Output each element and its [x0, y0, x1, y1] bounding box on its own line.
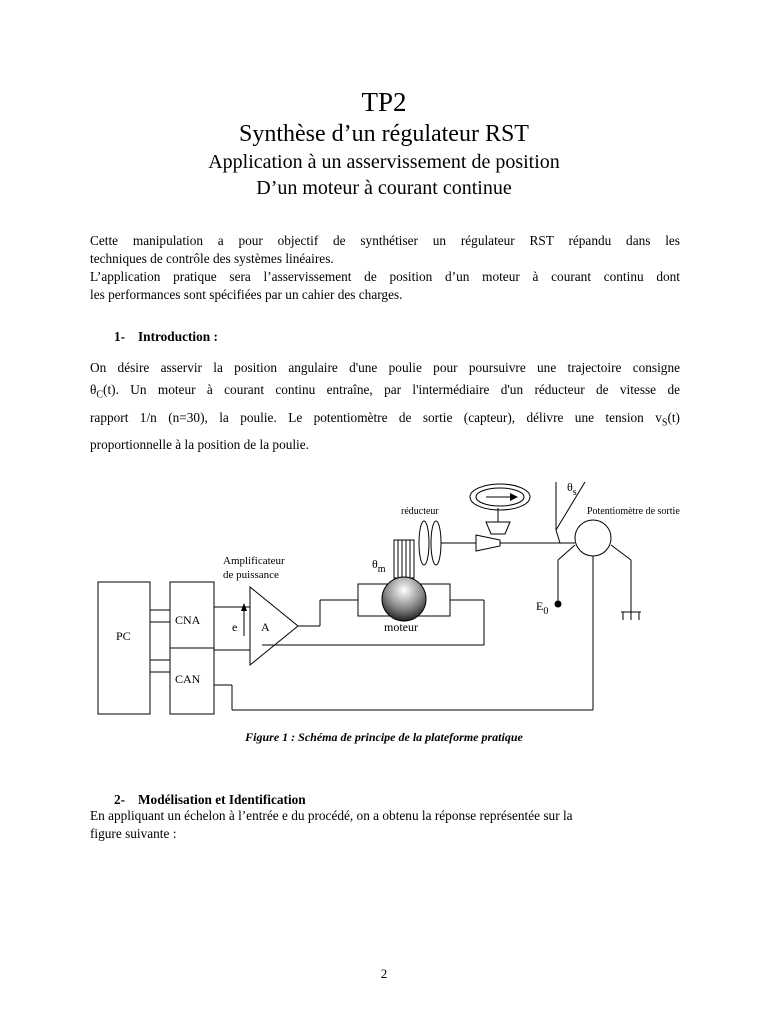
- theta-s-label: $\theta_s$: [567, 480, 577, 498]
- subtitle: Synthèse d’un régulateur RST: [239, 121, 529, 147]
- intro-line-1: Cette manipulation a pour objectif de synthétiser un régulateur RST répandu dans les: [90, 233, 680, 248]
- section-2-number: 2-: [114, 792, 126, 807]
- s1-line-3-end: (t): [667, 409, 680, 425]
- s1-line-4: proportionnelle à la position de la poulie.: [90, 437, 309, 453]
- pc-label: PC: [116, 629, 131, 643]
- page-title: TP2: [361, 87, 407, 117]
- e0-label: $E_0$: [536, 599, 549, 617]
- section-2-heading: [114, 792, 306, 808]
- s1-line-2: [90, 379, 680, 407]
- motor-shaft: [394, 540, 414, 578]
- intro-line-2: techniques de contrôle des systèmes linéaires.: [90, 251, 334, 266]
- e-label: e: [232, 620, 238, 634]
- s1-line-3: [90, 407, 680, 435]
- figure-caption: Figure 1 : Schéma de principe de la plateforme pratique: [245, 730, 523, 744]
- pc-box: [98, 582, 150, 714]
- application-line-1: Application à un asservissement de position: [208, 151, 560, 173]
- a-label: A: [261, 620, 270, 634]
- reducer-gear-1: [419, 521, 429, 565]
- theta-c-symbol: θ: [90, 382, 97, 397]
- page-number: 2: [380, 966, 388, 981]
- s1-line-1: On désire asservir la position angulaire d'une poulie pour poursuivre une trajectoire consigne: [90, 360, 680, 375]
- section-1-title: Introduction :: [138, 329, 218, 344]
- potentiometer: [575, 520, 611, 556]
- reducer-gear-2: [431, 521, 441, 565]
- motor-body: [382, 577, 426, 621]
- intro-line-4: les performances sont spécifiées par un cahier des charges.: [90, 287, 403, 302]
- potentiometre-label: Potentiomètre de sortie: [587, 506, 680, 517]
- amp-label-2: de puissance: [223, 569, 279, 581]
- intro-paragraph: [90, 232, 680, 304]
- intro-line-3: L’application pratique sera l’asservissement de position d’un moteur à courant continu dont: [90, 269, 680, 284]
- s2-line-1: En appliquant un échelon à l’entrée e du procédé, on a obtenu la réponse représentée sur la: [90, 808, 573, 823]
- section-1-number: 1-: [114, 329, 126, 344]
- reducteur-label: réducteur: [401, 506, 439, 517]
- section-2-paragraph: [90, 807, 680, 843]
- s2-line-2: figure suivante :: [90, 826, 177, 841]
- theta-m-label: $\theta_m$: [372, 557, 386, 575]
- s1-line-3-text: rapport 1/n (n=30), la poulie. Le potentiomètre de sortie (capteur), délivre une tension v: [90, 409, 662, 425]
- s1-line-2-text: (t). Un moteur à courant continu entraîne, par l'intermédiaire d'un réducteur de vitesse de: [103, 382, 680, 397]
- cna-label: CNA: [175, 613, 201, 627]
- amplifier-triangle: [250, 587, 298, 665]
- section-1-paragraph: [90, 357, 680, 456]
- can-label: CAN: [175, 672, 201, 686]
- moteur-label: moteur: [384, 620, 418, 634]
- section-2-title: Modélisation et Identification: [138, 792, 306, 807]
- bevel-gear: [476, 535, 500, 551]
- amp-label-1: Amplificateur: [223, 555, 285, 567]
- platform-schematic-figure: [0, 470, 768, 730]
- theta-c-subscript: C: [96, 389, 104, 401]
- application-line-2: D’un moteur à courant continue: [256, 177, 512, 199]
- vs-subscript: S: [661, 417, 668, 429]
- section-1-heading: [114, 329, 218, 345]
